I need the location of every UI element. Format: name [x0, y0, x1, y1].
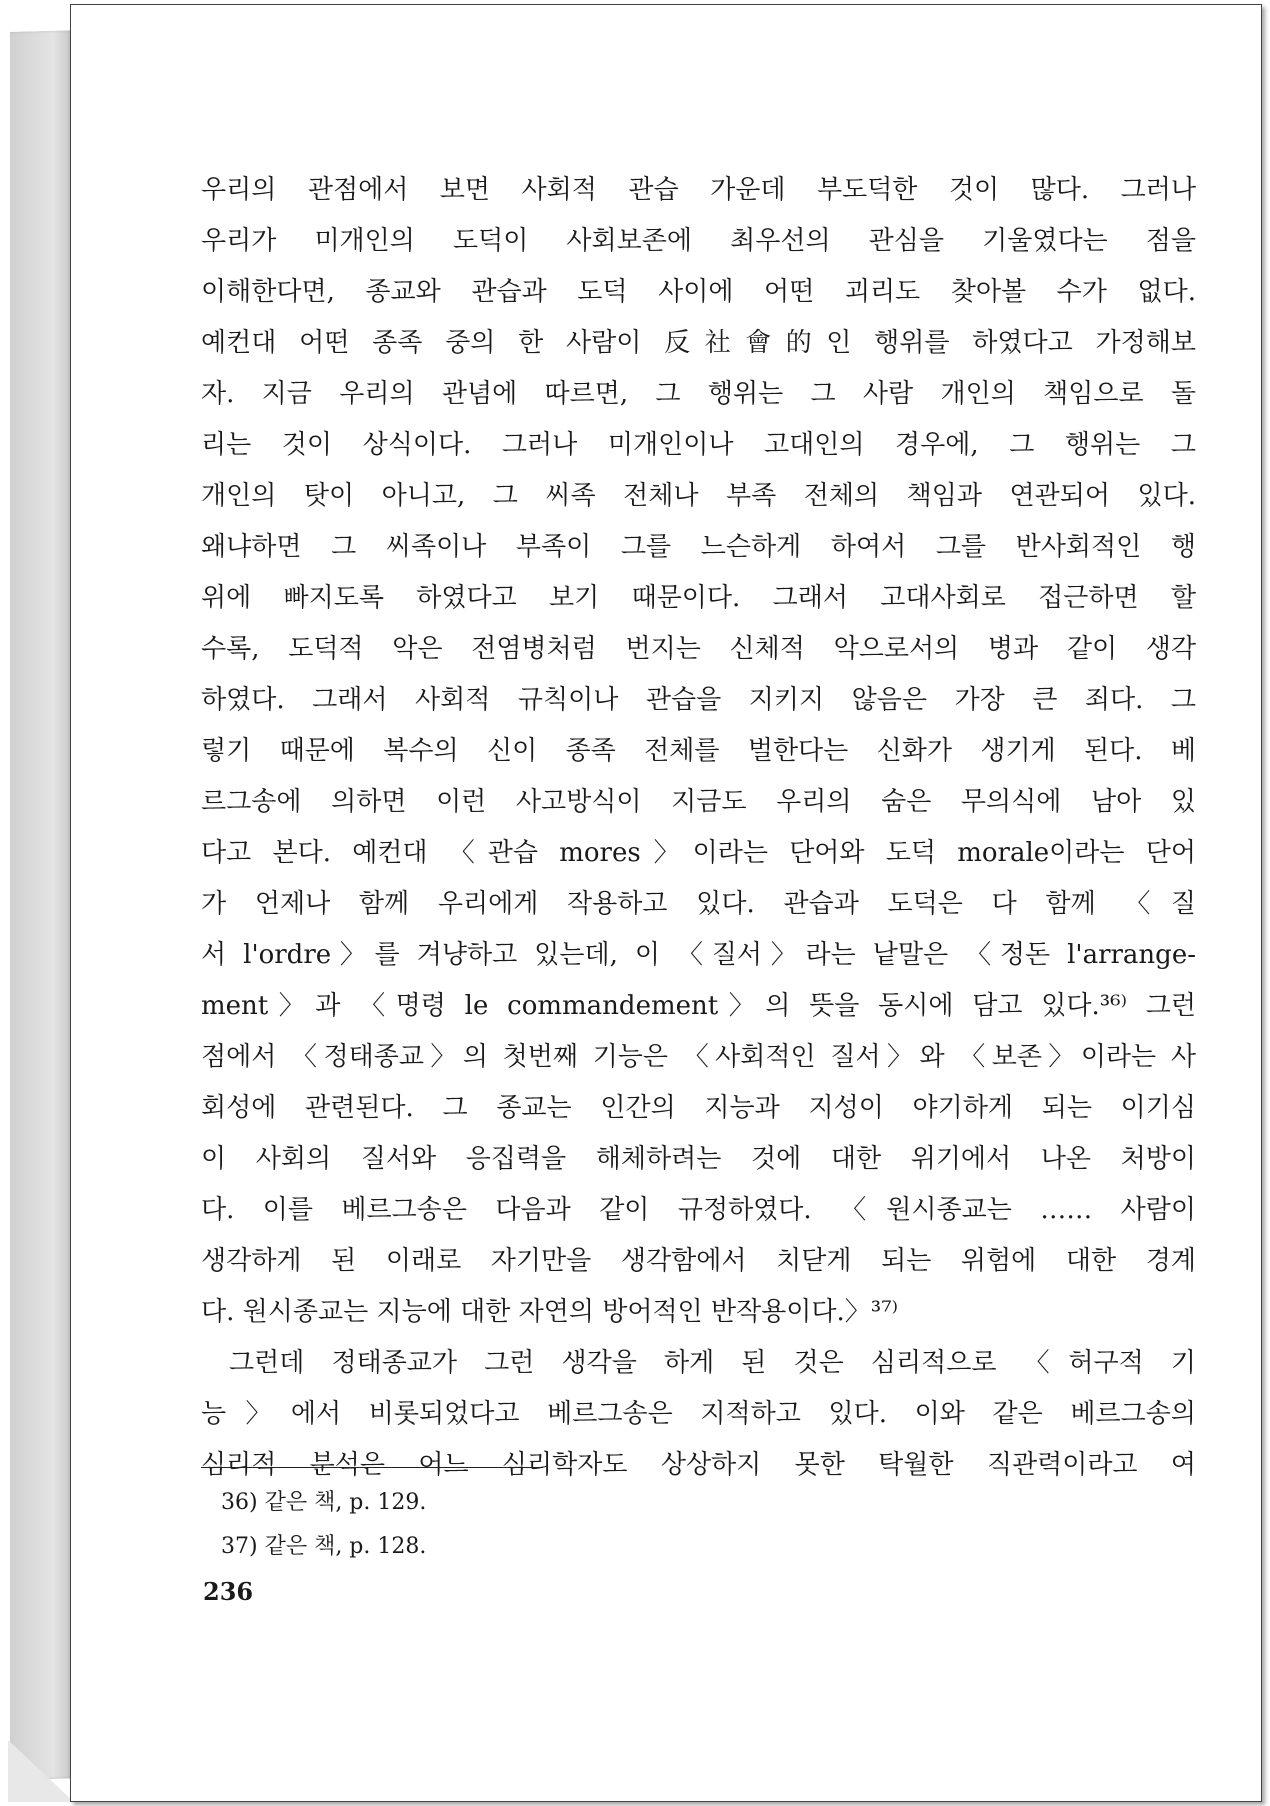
text-line: 서 l'ordre〉를 겨냥하고 있는데, 이 〈질서〉라는 낱말은 〈정돈 l'arrange-	[201, 940, 1196, 970]
text-line: 르그송에 의하면 이런 사고방식이 지금도 우리의 숨은 무의식에 남아 있	[201, 787, 1196, 817]
text-line: 다. 원시종교는 지능에 대한 자연의 방어적인 반작용이다.〉³⁷⁾	[201, 1297, 899, 1327]
text-line: 생각하게 된 이래로 자기만을 생각함에서 치닫게 되는 위험에 대한 경계	[201, 1246, 1196, 1276]
text-line: 리는 것이 상식이다. 그러나 미개인이나 고대인의 경우에, 그 행위는 그	[201, 430, 1196, 460]
text-line: 능〉에서 비롯되었다고 베르그송은 지적하고 있다. 이와 같은 베르그송의	[201, 1399, 1196, 1429]
text-line: 자. 지금 우리의 관념에 따르면, 그 행위는 그 사람 개인의 책임으로 돌	[201, 379, 1196, 409]
text-line: 개인의 탓이 아니고, 그 씨족 전체나 부족 전체의 책임과 연관되어 있다.	[201, 481, 1196, 511]
text-line: 우리의 관점에서 보면 사회적 관습 가운데 부도덕한 것이 많다. 그러나	[201, 175, 1196, 205]
text-line: 점에서 〈정태종교〉의 첫번째 기능은 〈사회적인 질서〉와 〈보존〉이라는 사	[201, 1042, 1196, 1072]
page-number: 236	[203, 1577, 254, 1606]
text-line: 왜냐하면 그 씨족이나 부족이 그를 느슨하게 하여서 그를 반사회적인 행	[201, 532, 1196, 562]
text-line: 위에 빠지도록 하였다고 보기 때문이다. 그래서 고대사회로 접근하면 할	[201, 583, 1196, 613]
text-line: 다. 이를 베르그송은 다음과 같이 규정하였다. 〈원시종교는 …… 사람이	[201, 1195, 1196, 1225]
text-line: 심리적 분석은 어느 심리학자도 상상하지 못한 탁월한 직관력이라고 여	[201, 1450, 1196, 1480]
text-line: 이 사회의 질서와 응집력을 해체하려는 것에 대한 위기에서 나온 처방이	[201, 1144, 1196, 1174]
footnote-36: 36) 같은 책, p. 129.	[221, 1490, 427, 1515]
text-line: 그런데 정태종교가 그런 생각을 하게 된 것은 심리적으로 〈허구적 기	[229, 1348, 1196, 1378]
text-line: 예컨대 어떤 종족 중의 한 사람이 反社會的인 행위를 하였다고 가정해보	[201, 328, 1196, 358]
book-spine	[10, 30, 72, 1780]
text-line: 이해한다면, 종교와 관습과 도덕 사이에 어떤 괴리도 찾아볼 수가 없다.	[201, 277, 1196, 307]
text-line: 수록, 도덕적 악은 전염병처럼 번지는 신체적 악으로서의 병과 같이 생각	[201, 634, 1196, 664]
body-text	[201, 165, 1196, 1491]
text-line: ment〉과 〈명령 le commandement〉의 뜻을 동시에 담고 있다.³⁶⁾ 그런	[201, 991, 1196, 1021]
footnote-37: 37) 같은 책, p. 128.	[221, 1534, 427, 1559]
text-line: 회성에 관련된다. 그 종교는 인간의 지능과 지성이 야기하게 되는 이기심	[201, 1093, 1196, 1123]
text-line: 하였다. 그래서 사회적 규칙이나 관습을 지키지 않음은 가장 큰 죄다. 그	[201, 685, 1196, 715]
text-line: 렇기 때문에 복수의 신이 종족 전체를 벌한다는 신화가 생기게 된다. 베	[201, 736, 1196, 766]
text-line: 가 언제나 함께 우리에게 작용하고 있다. 관습과 도덕은 다 함께 〈질	[201, 889, 1196, 919]
footnote-divider	[201, 1467, 543, 1468]
footnotes	[221, 1481, 426, 1569]
text-line: 우리가 미개인의 도덕이 사회보존에 최우선의 관심을 기울였다는 점을	[201, 226, 1196, 256]
text-line: 다고 본다. 예컨대 〈관습 mores〉이라는 단어와 도덕 morale이라는 단어	[201, 838, 1196, 868]
book-page	[70, 4, 1262, 1802]
